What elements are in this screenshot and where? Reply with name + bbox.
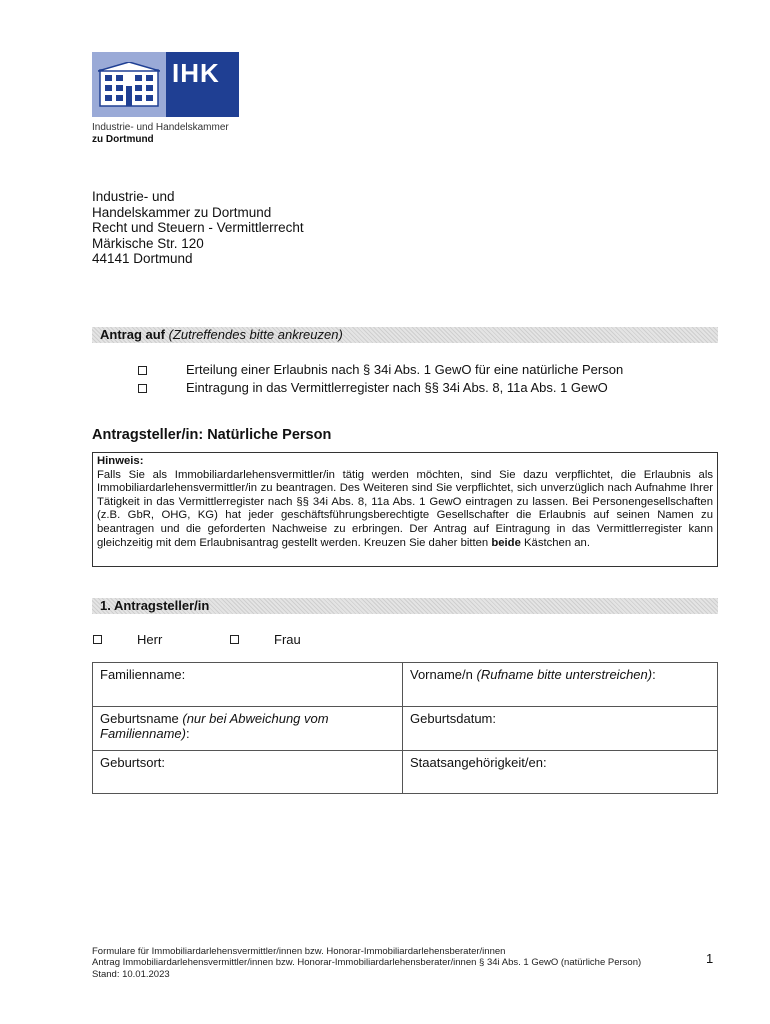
familienname-label: Familienname: <box>100 667 186 682</box>
checkbox-eintragung[interactable] <box>138 384 147 393</box>
antrag-title: Antrag auf <box>100 327 165 342</box>
staatsangehoerigkeit-field[interactable] <box>403 751 718 794</box>
staatsangehoerigkeit-label: Staatsangehörigkeit/en: <box>410 755 547 770</box>
geburtsname-field[interactable]: Geburtsname (nur bei Abweichung vom Familienname): <box>93 707 403 751</box>
address-line: 44141 Dortmund <box>92 251 193 266</box>
antrag-instruction: (Zutreffendes bitte ankreuzen) <box>168 327 343 342</box>
vorname-label: Vorname/n <box>410 667 477 682</box>
applicant-form-table <box>92 662 718 794</box>
part1-title: 1. Antragsteller/in <box>100 598 210 613</box>
logo-letters: IHK <box>172 58 220 88</box>
geburtsdatum-field[interactable] <box>403 707 718 751</box>
footer-date: Stand: 10.01.2023 <box>92 968 170 980</box>
hinweis-heading: Hinweis: <box>97 455 144 467</box>
vorname-field[interactable]: Vorname/n (Rufname bitte unterstreichen): <box>403 663 718 707</box>
logo-org-city: zu Dortmund <box>92 134 154 145</box>
geburtsdatum-label: Geburtsdatum: <box>410 711 496 726</box>
building-icon <box>98 62 160 108</box>
address-line: Industrie- und <box>92 189 175 204</box>
checkbox-frau[interactable] <box>230 635 239 644</box>
geburtsort-field[interactable] <box>93 751 403 794</box>
geburtsname-hint: (nur bei Abweichung vom Familienname) <box>100 711 329 741</box>
vorname-hint: (Rufname bitte unterstreichen) <box>476 667 653 682</box>
address-line: Handelskammer zu Dortmund <box>92 204 272 220</box>
page-number: 1 <box>706 951 714 966</box>
antrag-header-bar <box>92 327 718 343</box>
geburtsname-label: Geburtsname <box>100 711 183 726</box>
hinweis-box <box>92 452 718 567</box>
frau-label: Frau <box>274 632 301 647</box>
checkbox-erlaubnis[interactable] <box>138 366 147 375</box>
page-footer <box>92 946 641 980</box>
ihk-logo <box>92 52 240 144</box>
recipient-address <box>92 189 304 267</box>
hinweis-text: Falls Sie als Immobiliardarlehensvermittler/in tätig werden möchten, sind Sie dazu verpflichtet, die Erlaubnis als Immobiliardarlehensvermittler/in zu beantragen. Des Weiteren sind Sie verpflichtet, sich unverzüglich nach Aufnahme Ihrer Tätigkeit in das Vermittlerregister nach §§ 34i Abs. 8, 11a Abs. 1 GewO eintragen zu lassen. Bei Personengesellschaften (z.B. GbR, OHG, KG) hat jeder geschäftsführungsberechtigte Gesellschafter die Erlaubnis auf seinen Namen zu beantragen und die geforderten Nachweise zu erbringen. Der Antrag auf Eintragung in das Vermittlerregister kann gleichzeitig mit dem Erlaubnisantrag gestellt werden. Kreuzen Sie daher bitten beide Kästchen an. <box>97 468 713 549</box>
footer-line: Formulare für Immobiliardarlehensvermittler/innen bzw. Honorar-Immobiliardarlehensberater/innen <box>92 946 506 957</box>
hinweis-bold-word: beide <box>491 536 521 549</box>
option-label: Eintragung in das Vermittlerregister nach §§ 34i Abs. 8, 11a Abs. 1 GewO <box>186 380 608 395</box>
herr-label: Herr <box>137 632 163 647</box>
address-line: Märkische Str. 120 <box>92 235 204 251</box>
familienname-field[interactable] <box>93 663 403 707</box>
section-title: Antragsteller/in: Natürliche Person <box>92 427 332 443</box>
geburtsort-label: Geburtsort: <box>100 755 166 770</box>
option-label: Erteilung einer Erlaubnis nach § 34i Abs. 1 GewO für eine natürliche Person <box>186 362 624 377</box>
part1-header-bar <box>92 598 718 614</box>
logo-org-name: Industrie- und Handelskammer <box>92 122 229 133</box>
footer-line: Antrag Immobiliardarlehensvermittler/innen bzw. Honorar-Immobiliardarlehensberater/innen § 34i Abs. 1 GewO (natürliche Person) <box>92 957 642 969</box>
address-line: Recht und Steuern - Vermittlerrecht <box>92 220 304 235</box>
logo-mark <box>92 52 239 117</box>
checkbox-herr[interactable] <box>93 635 102 644</box>
